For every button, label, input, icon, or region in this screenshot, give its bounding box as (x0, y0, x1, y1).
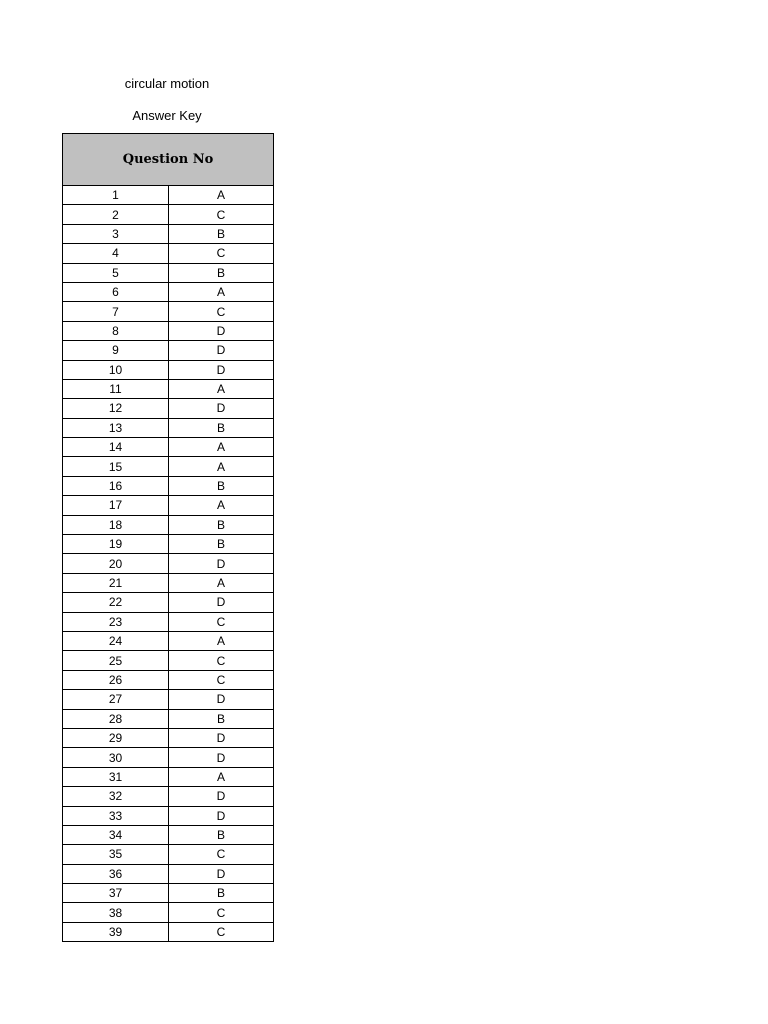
table-row (63, 825, 274, 844)
table-row (63, 767, 274, 786)
question-number-cell: 15 (63, 457, 169, 476)
table-row (63, 282, 274, 301)
table-row (63, 651, 274, 670)
answer-cell: D (169, 554, 274, 573)
question-number-cell: 23 (63, 612, 169, 631)
table-row (63, 728, 274, 747)
table-row (63, 186, 274, 205)
question-number-cell: 19 (63, 535, 169, 554)
table-row (63, 922, 274, 941)
answer-cell: A (169, 573, 274, 592)
table-row (63, 341, 274, 360)
answer-cell: B (169, 884, 274, 903)
answer-cell: B (169, 418, 274, 437)
answer-cell: C (169, 922, 274, 941)
answer-cell: C (169, 845, 274, 864)
table-row (63, 321, 274, 340)
table-row (63, 457, 274, 476)
question-number-cell: 24 (63, 631, 169, 650)
question-number-cell: 8 (63, 321, 169, 340)
question-number-cell: 38 (63, 903, 169, 922)
question-number-cell: 12 (63, 399, 169, 418)
table-row (63, 806, 274, 825)
question-number-cell: 3 (63, 224, 169, 243)
answer-cell: B (169, 825, 274, 844)
table-row (63, 438, 274, 457)
table-row (63, 244, 274, 263)
table-row (63, 399, 274, 418)
table-row (63, 496, 274, 515)
answer-cell: D (169, 360, 274, 379)
table-row (63, 884, 274, 903)
question-number-cell: 29 (63, 728, 169, 747)
question-number-cell: 36 (63, 864, 169, 883)
answer-cell: C (169, 244, 274, 263)
table-row (63, 515, 274, 534)
answer-cell: D (169, 864, 274, 883)
table-row (63, 535, 274, 554)
answer-rows (63, 186, 274, 942)
answer-cell: A (169, 767, 274, 786)
question-number-cell: 5 (63, 263, 169, 282)
question-number-cell: 26 (63, 670, 169, 689)
table-row (63, 554, 274, 573)
answer-cell: A (169, 496, 274, 515)
table-row (63, 263, 274, 282)
question-number-cell: 32 (63, 787, 169, 806)
question-number-cell: 10 (63, 360, 169, 379)
question-number-cell: 18 (63, 515, 169, 534)
question-number-cell: 28 (63, 709, 169, 728)
answer-cell: D (169, 787, 274, 806)
table-row (63, 709, 274, 728)
table-row (63, 631, 274, 650)
table-row (63, 903, 274, 922)
question-number-cell: 6 (63, 282, 169, 301)
answer-key-table (62, 133, 274, 942)
question-number-cell: 27 (63, 690, 169, 709)
question-number-cell: 31 (63, 767, 169, 786)
answer-cell: D (169, 748, 274, 767)
table-row (63, 360, 274, 379)
answer-cell: D (169, 690, 274, 709)
answer-cell: A (169, 457, 274, 476)
question-number-cell: 13 (63, 418, 169, 437)
table-row (63, 787, 274, 806)
table-row (63, 418, 274, 437)
question-number-cell: 20 (63, 554, 169, 573)
question-number-cell: 2 (63, 205, 169, 224)
table-row (63, 302, 274, 321)
question-number-cell: 1 (63, 186, 169, 205)
answer-cell: B (169, 476, 274, 495)
question-number-cell: 37 (63, 884, 169, 903)
question-number-cell: 33 (63, 806, 169, 825)
answer-cell: A (169, 438, 274, 457)
question-number-cell: 39 (63, 922, 169, 941)
table-row (63, 379, 274, 398)
answer-cell: C (169, 651, 274, 670)
answer-cell: D (169, 593, 274, 612)
answer-cell: C (169, 205, 274, 224)
question-number-cell: 30 (63, 748, 169, 767)
table-row (63, 612, 274, 631)
answer-cell: A (169, 186, 274, 205)
answer-cell: C (169, 612, 274, 631)
question-number-cell: 4 (63, 244, 169, 263)
answer-cell: A (169, 379, 274, 398)
answer-cell: B (169, 263, 274, 282)
answer-cell: A (169, 282, 274, 301)
question-number-cell: 21 (63, 573, 169, 592)
document-title: circular motion (124, 76, 210, 91)
question-number-cell: 35 (63, 845, 169, 864)
table-row (63, 690, 274, 709)
question-number-cell: 14 (63, 438, 169, 457)
table-row (63, 476, 274, 495)
table-header-row (63, 134, 274, 186)
question-number-cell: 9 (63, 341, 169, 360)
question-number-cell: 17 (63, 496, 169, 515)
question-number-cell: 11 (63, 379, 169, 398)
question-number-cell: 34 (63, 825, 169, 844)
answer-cell: C (169, 302, 274, 321)
answer-cell: D (169, 728, 274, 747)
table-row (63, 845, 274, 864)
table-row (63, 205, 274, 224)
answer-cell: D (169, 321, 274, 340)
question-number-cell: 22 (63, 593, 169, 612)
table-row (63, 864, 274, 883)
table-row (63, 593, 274, 612)
question-no-header: Question No (63, 134, 274, 186)
answer-cell: B (169, 535, 274, 554)
answer-cell: D (169, 341, 274, 360)
question-number-cell: 16 (63, 476, 169, 495)
table-row (63, 670, 274, 689)
answer-cell: A (169, 631, 274, 650)
answer-cell: C (169, 903, 274, 922)
table-row (63, 573, 274, 592)
answer-cell: B (169, 224, 274, 243)
question-number-cell: 25 (63, 651, 169, 670)
answer-cell: C (169, 670, 274, 689)
document-subtitle: Answer Key (132, 108, 202, 123)
answer-cell: D (169, 399, 274, 418)
answer-cell: B (169, 515, 274, 534)
question-number-cell: 7 (63, 302, 169, 321)
answer-cell: B (169, 709, 274, 728)
table-row (63, 748, 274, 767)
answer-cell: D (169, 806, 274, 825)
table-row (63, 224, 274, 243)
